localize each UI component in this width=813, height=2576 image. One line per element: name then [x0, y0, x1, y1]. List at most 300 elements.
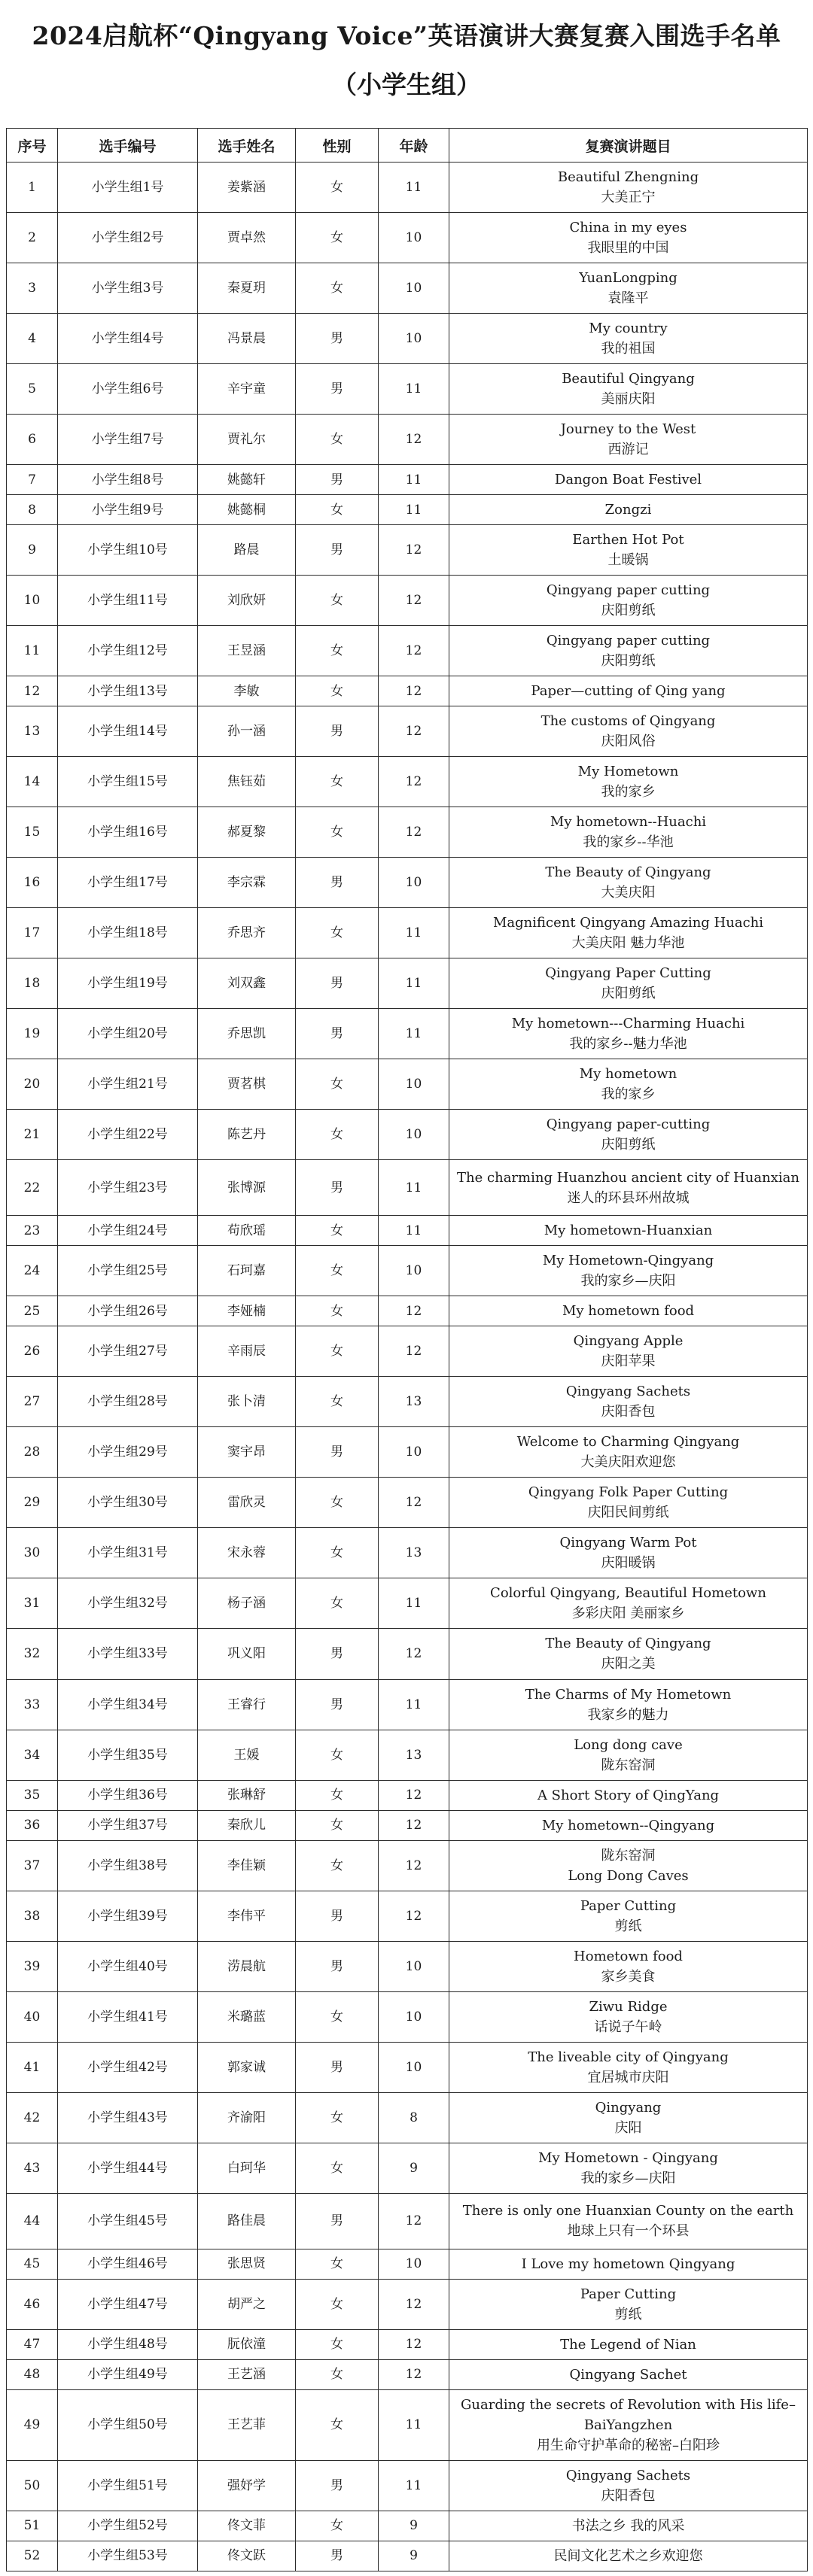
speech-topic-line-1: My hometown [579, 1066, 678, 1083]
row-number: 4 [7, 314, 58, 364]
gender: 女 [296, 2092, 379, 2143]
speech-topic-line-2: 庆阳 [614, 2119, 642, 2136]
speech-topic [449, 2359, 808, 2389]
table-row [7, 807, 808, 858]
row-number: 32 [7, 1629, 58, 1679]
speech-topic [449, 1326, 808, 1377]
contestant-id: 小学生组34号 [58, 1679, 198, 1730]
speech-topic-line-1: Magnificent Qingyang Amazing Huachi [492, 915, 763, 931]
contestant-id: 小学生组21号 [58, 1059, 198, 1110]
gender: 女 [296, 1059, 379, 1110]
row-number: 30 [7, 1528, 58, 1578]
age: 12 [379, 525, 449, 576]
speech-topic [449, 676, 808, 706]
contestant-name: 姚懿轩 [198, 465, 296, 495]
gender: 女 [296, 757, 379, 807]
contestant-name: 秦欣儿 [198, 1810, 296, 1840]
speech-topic [449, 1009, 808, 1059]
gender: 男 [296, 1427, 379, 1478]
finalist-table [6, 128, 808, 2571]
speech-topic-line-2: Long Dong Caves [568, 1867, 689, 1884]
age: 12 [379, 706, 449, 757]
contestant-name: 齐渝阳 [198, 2092, 296, 2143]
gender: 女 [296, 1991, 379, 2042]
table-row [7, 2279, 808, 2329]
speech-topic-line-2: 宜居城市庆阳 [587, 2069, 669, 2085]
age: 12 [379, 1891, 449, 1941]
contestant-id: 小学生组33号 [58, 1629, 198, 1679]
gender: 男 [296, 706, 379, 757]
contestant-id: 小学生组43号 [58, 2092, 198, 2143]
gender: 男 [296, 2042, 379, 2092]
table-row [7, 757, 808, 807]
speech-topic-line-2: 庆阳风俗 [601, 734, 656, 750]
table-row [7, 908, 808, 958]
speech-topic-line-2: 我眼里的中国 [587, 240, 669, 257]
speech-topic [449, 1528, 808, 1578]
table-row [7, 2460, 808, 2511]
contestant-name: 张博源 [198, 1160, 296, 1216]
contestant-name: 白珂华 [198, 2143, 296, 2193]
contestant-id: 小学生组53号 [58, 2541, 198, 2571]
table-row [7, 1679, 808, 1730]
contestant-id: 小学生组15号 [58, 757, 198, 807]
speech-topic [449, 908, 808, 958]
header-row [7, 129, 808, 163]
table-row [7, 415, 808, 465]
contestant-name: 杨子涵 [198, 1578, 296, 1629]
age: 11 [379, 2460, 449, 2511]
speech-topic-line-1: Paper Cutting [580, 2286, 677, 2302]
table-row [7, 1296, 808, 1326]
table-row [7, 1059, 808, 1110]
row-number: 21 [7, 1110, 58, 1160]
contestant-name: 乔思齐 [198, 908, 296, 958]
table-row [7, 1730, 808, 1780]
speech-topic-line-2: 我的祖国 [601, 341, 656, 357]
contestant-name: 苟欣瑶 [198, 1216, 296, 1246]
age: 12 [379, 1840, 449, 1891]
speech-topic [449, 2329, 808, 2359]
speech-topic [449, 1840, 808, 1891]
age: 12 [379, 576, 449, 626]
table-row [7, 1216, 808, 1246]
table-row [7, 1246, 808, 1296]
contestant-id: 小学生组44号 [58, 2143, 198, 2193]
row-number: 27 [7, 1377, 58, 1427]
speech-topic-line-2: 庆阳剪纸 [601, 653, 656, 670]
gender: 男 [296, 364, 379, 415]
speech-topic-line-2: 美丽庆阳 [601, 391, 656, 408]
contestant-id: 小学生组18号 [58, 908, 198, 958]
speech-topic-line-2: 我的家乡—庆阳 [580, 2170, 676, 2186]
contestant-id: 小学生组31号 [58, 1528, 198, 1578]
row-number: 29 [7, 1478, 58, 1528]
speech-topic [449, 1578, 808, 1629]
speech-topic [449, 1679, 808, 1730]
table-row [7, 1810, 808, 1840]
table-row [7, 1326, 808, 1377]
speech-topic [449, 1941, 808, 1991]
contestant-id: 小学生组22号 [58, 1110, 198, 1160]
table-row [7, 958, 808, 1009]
contestant-name: 佟文菲 [198, 2511, 296, 2541]
contestant-name: 涝晨航 [198, 1941, 296, 1991]
contestant-name: 张思贤 [198, 2249, 296, 2279]
speech-topic [449, 1296, 808, 1326]
contestant-id: 小学生组9号 [58, 495, 198, 525]
speech-topic [449, 1891, 808, 1941]
gender: 男 [296, 1009, 379, 1059]
speech-topic-line-1: The Beauty of Qingyang [545, 864, 711, 881]
table-row [7, 2329, 808, 2359]
contestant-id: 小学生组47号 [58, 2279, 198, 2329]
speech-topic [449, 2042, 808, 2092]
gender: 女 [296, 2143, 379, 2193]
table-row [7, 2042, 808, 2092]
contestant-id: 小学生组26号 [58, 1296, 198, 1326]
row-number: 28 [7, 1427, 58, 1478]
speech-topic-line-1: I Love my hometown Qingyang [521, 2256, 735, 2272]
speech-topic-line-2: 家乡美食 [601, 1968, 656, 1985]
speech-topic [449, 1246, 808, 1296]
gender: 男 [296, 958, 379, 1009]
age: 11 [379, 163, 449, 213]
gender: 女 [296, 1478, 379, 1528]
gender: 女 [296, 1377, 379, 1427]
speech-topic-line-2: 我的家乡 [601, 784, 656, 800]
gender: 女 [296, 576, 379, 626]
age: 10 [379, 1110, 449, 1160]
row-number: 51 [7, 2511, 58, 2541]
table-row [7, 1991, 808, 2042]
contestant-id: 小学生组25号 [58, 1246, 198, 1296]
age: 12 [379, 676, 449, 706]
speech-topic [449, 1478, 808, 1528]
contestant-name: 佟文跃 [198, 2541, 296, 2571]
age: 11 [379, 1679, 449, 1730]
age: 12 [379, 1478, 449, 1528]
speech-topic-line-2: 多彩庆阳 美丽家乡 [571, 1605, 685, 1622]
gender: 女 [296, 1296, 379, 1326]
table-row [7, 1110, 808, 1160]
age: 11 [379, 1160, 449, 1216]
speech-topic-line-1: Beautiful Zhengning [557, 169, 699, 185]
gender: 女 [296, 908, 379, 958]
age: 9 [379, 2143, 449, 2193]
title-line-1: 2024启航杯“Qingyang Voice”英语演讲大赛复赛入围选手名单 [32, 21, 781, 50]
speech-topic [449, 2193, 808, 2249]
age: 11 [379, 908, 449, 958]
speech-topic-line-2: 大美庆阳欢迎您 [580, 1454, 676, 1471]
speech-topic-line-2: 剪纸 [614, 1918, 642, 1934]
speech-topic [449, 263, 808, 314]
gender: 女 [296, 2249, 379, 2279]
speech-topic-line-2: 我家乡的魅力 [587, 1706, 669, 1723]
speech-topic [449, 2460, 808, 2511]
speech-topic-line-2: 庆阳香包 [601, 1404, 656, 1420]
age: 10 [379, 1991, 449, 2042]
speech-topic-line-2: 庆阳剪纸 [601, 1137, 656, 1153]
row-number: 14 [7, 757, 58, 807]
header-gender: 性别 [296, 129, 379, 163]
speech-topic [449, 1991, 808, 2042]
speech-topic-line-1: Colorful Qingyang, Beautiful Hometown [490, 1585, 766, 1602]
contestant-id: 小学生组40号 [58, 1941, 198, 1991]
speech-topic-line-1: The customs of Qingyang [540, 713, 716, 730]
contestant-name: 李佳颖 [198, 1840, 296, 1891]
row-number: 26 [7, 1326, 58, 1377]
speech-topic-line-1: China in my eyes [569, 220, 687, 236]
contestant-id: 小学生组35号 [58, 1730, 198, 1780]
contestant-name: 王艺菲 [198, 2389, 296, 2460]
age: 11 [379, 364, 449, 415]
contestant-id: 小学生组50号 [58, 2389, 198, 2460]
speech-topic-line-1: Earthen Hot Pot [572, 532, 684, 548]
gender: 女 [296, 1578, 379, 1629]
title-line-2: （小学生组） [332, 70, 481, 99]
table-row [7, 1427, 808, 1478]
speech-topic-line-1: My hometown--Huachi [550, 814, 707, 831]
contestant-name: 辛宇童 [198, 364, 296, 415]
speech-topic [449, 1110, 808, 1160]
table-row [7, 2193, 808, 2249]
age: 11 [379, 1009, 449, 1059]
header-contestant-name: 选手姓名 [198, 129, 296, 163]
table-row [7, 263, 808, 314]
gender: 女 [296, 1216, 379, 1246]
table-row [7, 2511, 808, 2541]
table-row [7, 2249, 808, 2279]
contestant-name: 宋永蓉 [198, 1528, 296, 1578]
contestant-id: 小学生组16号 [58, 807, 198, 858]
table-row [7, 2389, 808, 2460]
contestant-id: 小学生组28号 [58, 1377, 198, 1427]
row-number: 35 [7, 1780, 58, 1810]
speech-topic-line-2: 庆阳剪纸 [601, 603, 656, 619]
table-row [7, 576, 808, 626]
speech-topic [449, 1216, 808, 1246]
speech-topic [449, 958, 808, 1009]
gender: 女 [296, 415, 379, 465]
table-row [7, 626, 808, 676]
gender: 男 [296, 465, 379, 495]
age: 10 [379, 1941, 449, 1991]
contestant-id: 小学生组38号 [58, 1840, 198, 1891]
contestant-id: 小学生组52号 [58, 2511, 198, 2541]
contestant-name: 李宗霖 [198, 858, 296, 908]
row-number: 15 [7, 807, 58, 858]
row-number: 9 [7, 525, 58, 576]
row-number: 31 [7, 1578, 58, 1629]
age: 10 [379, 263, 449, 314]
speech-topic-line-2: 用生命守护革命的秘密–白阳珍 [537, 2437, 720, 2453]
table-row [7, 1891, 808, 1941]
speech-topic [449, 1160, 808, 1216]
row-number: 47 [7, 2329, 58, 2359]
header-contestant-id: 选手编号 [58, 129, 198, 163]
contestant-id: 小学生组48号 [58, 2329, 198, 2359]
contestant-name: 朊依潼 [198, 2329, 296, 2359]
speech-topic-line-2: 我的家乡 [601, 1086, 656, 1103]
age: 12 [379, 1780, 449, 1810]
table-row [7, 1629, 808, 1679]
speech-topic [449, 314, 808, 364]
speech-topic-line-1: My hometown--Qingyang [541, 1817, 715, 1833]
contestant-name: 刘双鑫 [198, 958, 296, 1009]
speech-topic-line-1: 民间文化艺术之乡欢迎您 [553, 2547, 703, 2564]
gender: 女 [296, 1528, 379, 1578]
row-number: 48 [7, 2359, 58, 2389]
speech-topic [449, 757, 808, 807]
row-number: 22 [7, 1160, 58, 1216]
row-number: 24 [7, 1246, 58, 1296]
table-row [7, 364, 808, 415]
gender: 男 [296, 1629, 379, 1679]
table-row [7, 1528, 808, 1578]
gender: 男 [296, 1679, 379, 1730]
speech-topic [449, 2279, 808, 2329]
speech-topic-line-2: 迷人的环县环州故城 [567, 1189, 690, 1206]
age: 12 [379, 415, 449, 465]
row-number: 3 [7, 263, 58, 314]
age: 9 [379, 2541, 449, 2571]
row-number: 33 [7, 1679, 58, 1730]
table-row [7, 495, 808, 525]
age: 11 [379, 2389, 449, 2460]
table-row [7, 1009, 808, 1059]
table-row [7, 2143, 808, 2193]
row-number: 19 [7, 1009, 58, 1059]
speech-topic [449, 415, 808, 465]
document-title [0, 0, 813, 124]
age: 12 [379, 2193, 449, 2249]
speech-topic-line-2: 庆阳之美 [601, 1656, 656, 1672]
header-speech-topic: 复赛演讲题目 [449, 129, 808, 163]
contestant-name: 王艺涵 [198, 2359, 296, 2389]
contestant-id: 小学生组6号 [58, 364, 198, 415]
contestant-id: 小学生组30号 [58, 1478, 198, 1528]
age: 11 [379, 465, 449, 495]
contestant-id: 小学生组11号 [58, 576, 198, 626]
contestant-name: 张琳舒 [198, 1780, 296, 1810]
speech-topic-line-1: The liveable city of Qingyang [528, 2049, 729, 2065]
speech-topic-line-2: 我的家乡--魅力华池 [569, 1036, 687, 1053]
gender: 女 [296, 495, 379, 525]
contestant-id: 小学生组14号 [58, 706, 198, 757]
table-row [7, 2092, 808, 2143]
gender: 女 [296, 1110, 379, 1160]
row-number: 44 [7, 2193, 58, 2249]
contestant-id: 小学生组46号 [58, 2249, 198, 2279]
speech-topic [449, 213, 808, 263]
age: 12 [379, 1629, 449, 1679]
contestant-name: 王睿行 [198, 1679, 296, 1730]
contestant-id: 小学生组10号 [58, 525, 198, 576]
row-number: 46 [7, 2279, 58, 2329]
age: 10 [379, 2249, 449, 2279]
gender: 男 [296, 1941, 379, 1991]
row-number: 17 [7, 908, 58, 958]
contestant-id: 小学生组39号 [58, 1891, 198, 1941]
speech-topic [449, 2541, 808, 2571]
contestant-id: 小学生组27号 [58, 1326, 198, 1377]
contestant-name: 路佳晨 [198, 2193, 296, 2249]
speech-topic-line-1: Journey to the West [560, 421, 696, 438]
contestant-id: 小学生组3号 [58, 263, 198, 314]
speech-topic-line-1: Qingyang Sachet [569, 2366, 687, 2383]
gender: 男 [296, 525, 379, 576]
speech-topic-line-1: Ziwu Ridge [589, 1998, 668, 2015]
row-number: 40 [7, 1991, 58, 2042]
row-number: 36 [7, 1810, 58, 1840]
age: 10 [379, 1246, 449, 1296]
contestant-id: 小学生组45号 [58, 2193, 198, 2249]
age: 12 [379, 2359, 449, 2389]
speech-topic-line-1: Qingyang Apple [573, 1333, 684, 1350]
gender: 男 [296, 1160, 379, 1216]
speech-topic [449, 2143, 808, 2193]
row-number: 11 [7, 626, 58, 676]
contestant-name: 乔思凯 [198, 1009, 296, 1059]
speech-topic-line-1: The charming Huanzhou ancient city of Huanxian [457, 1169, 799, 1186]
age: 12 [379, 2329, 449, 2359]
speech-topic-line-1: Qingyang Sachets [565, 2467, 691, 2483]
contestant-name: 郝夏黎 [198, 807, 296, 858]
table-row [7, 465, 808, 495]
gender: 男 [296, 2193, 379, 2249]
speech-topic-line-1: Qingyang paper cutting [546, 633, 711, 649]
contestant-id: 小学生组1号 [58, 163, 198, 213]
gender: 男 [296, 858, 379, 908]
gender: 女 [296, 2389, 379, 2460]
contestant-name: 李敏 [198, 676, 296, 706]
contestant-name: 窦宇昂 [198, 1427, 296, 1478]
row-number: 10 [7, 576, 58, 626]
table-body [7, 163, 808, 2571]
speech-topic-line-2: 话说子午岭 [594, 2019, 662, 2035]
age: 13 [379, 1528, 449, 1578]
contestant-id: 小学生组4号 [58, 314, 198, 364]
contestant-name: 贾卓然 [198, 213, 296, 263]
age: 11 [379, 958, 449, 1009]
speech-topic [449, 1629, 808, 1679]
speech-topic-line-1: Long dong cave [574, 1736, 683, 1753]
row-number: 13 [7, 706, 58, 757]
speech-topic-line-1: 书法之乡 我的风采 [571, 2517, 685, 2534]
speech-topic-line-1: My Hometown - Qingyang [538, 2149, 718, 2166]
contestant-id: 小学生组36号 [58, 1780, 198, 1810]
speech-topic-line-1: Qingyang paper-cutting [546, 1116, 711, 1133]
speech-topic [449, 1810, 808, 1840]
speech-topic-line-2: 西游记 [607, 442, 649, 458]
gender: 女 [296, 263, 379, 314]
table-row [7, 676, 808, 706]
contestant-id: 小学生组19号 [58, 958, 198, 1009]
gender: 女 [296, 1810, 379, 1840]
contestant-id: 小学生组20号 [58, 1009, 198, 1059]
row-number: 8 [7, 495, 58, 525]
speech-topic-line-2: 庆阳暖锅 [601, 1555, 656, 1572]
contestant-name: 秦夏玥 [198, 263, 296, 314]
gender: 男 [296, 2541, 379, 2571]
gender: 女 [296, 807, 379, 858]
speech-topic-line-1: Paper—cutting of Qing yang [531, 683, 726, 700]
contestant-id: 小学生组49号 [58, 2359, 198, 2389]
speech-topic-line-1: Welcome to Charming Qingyang [516, 1434, 740, 1451]
speech-topic-line-1: My hometown---Charming Huachi [511, 1016, 745, 1032]
row-number: 50 [7, 2460, 58, 2511]
